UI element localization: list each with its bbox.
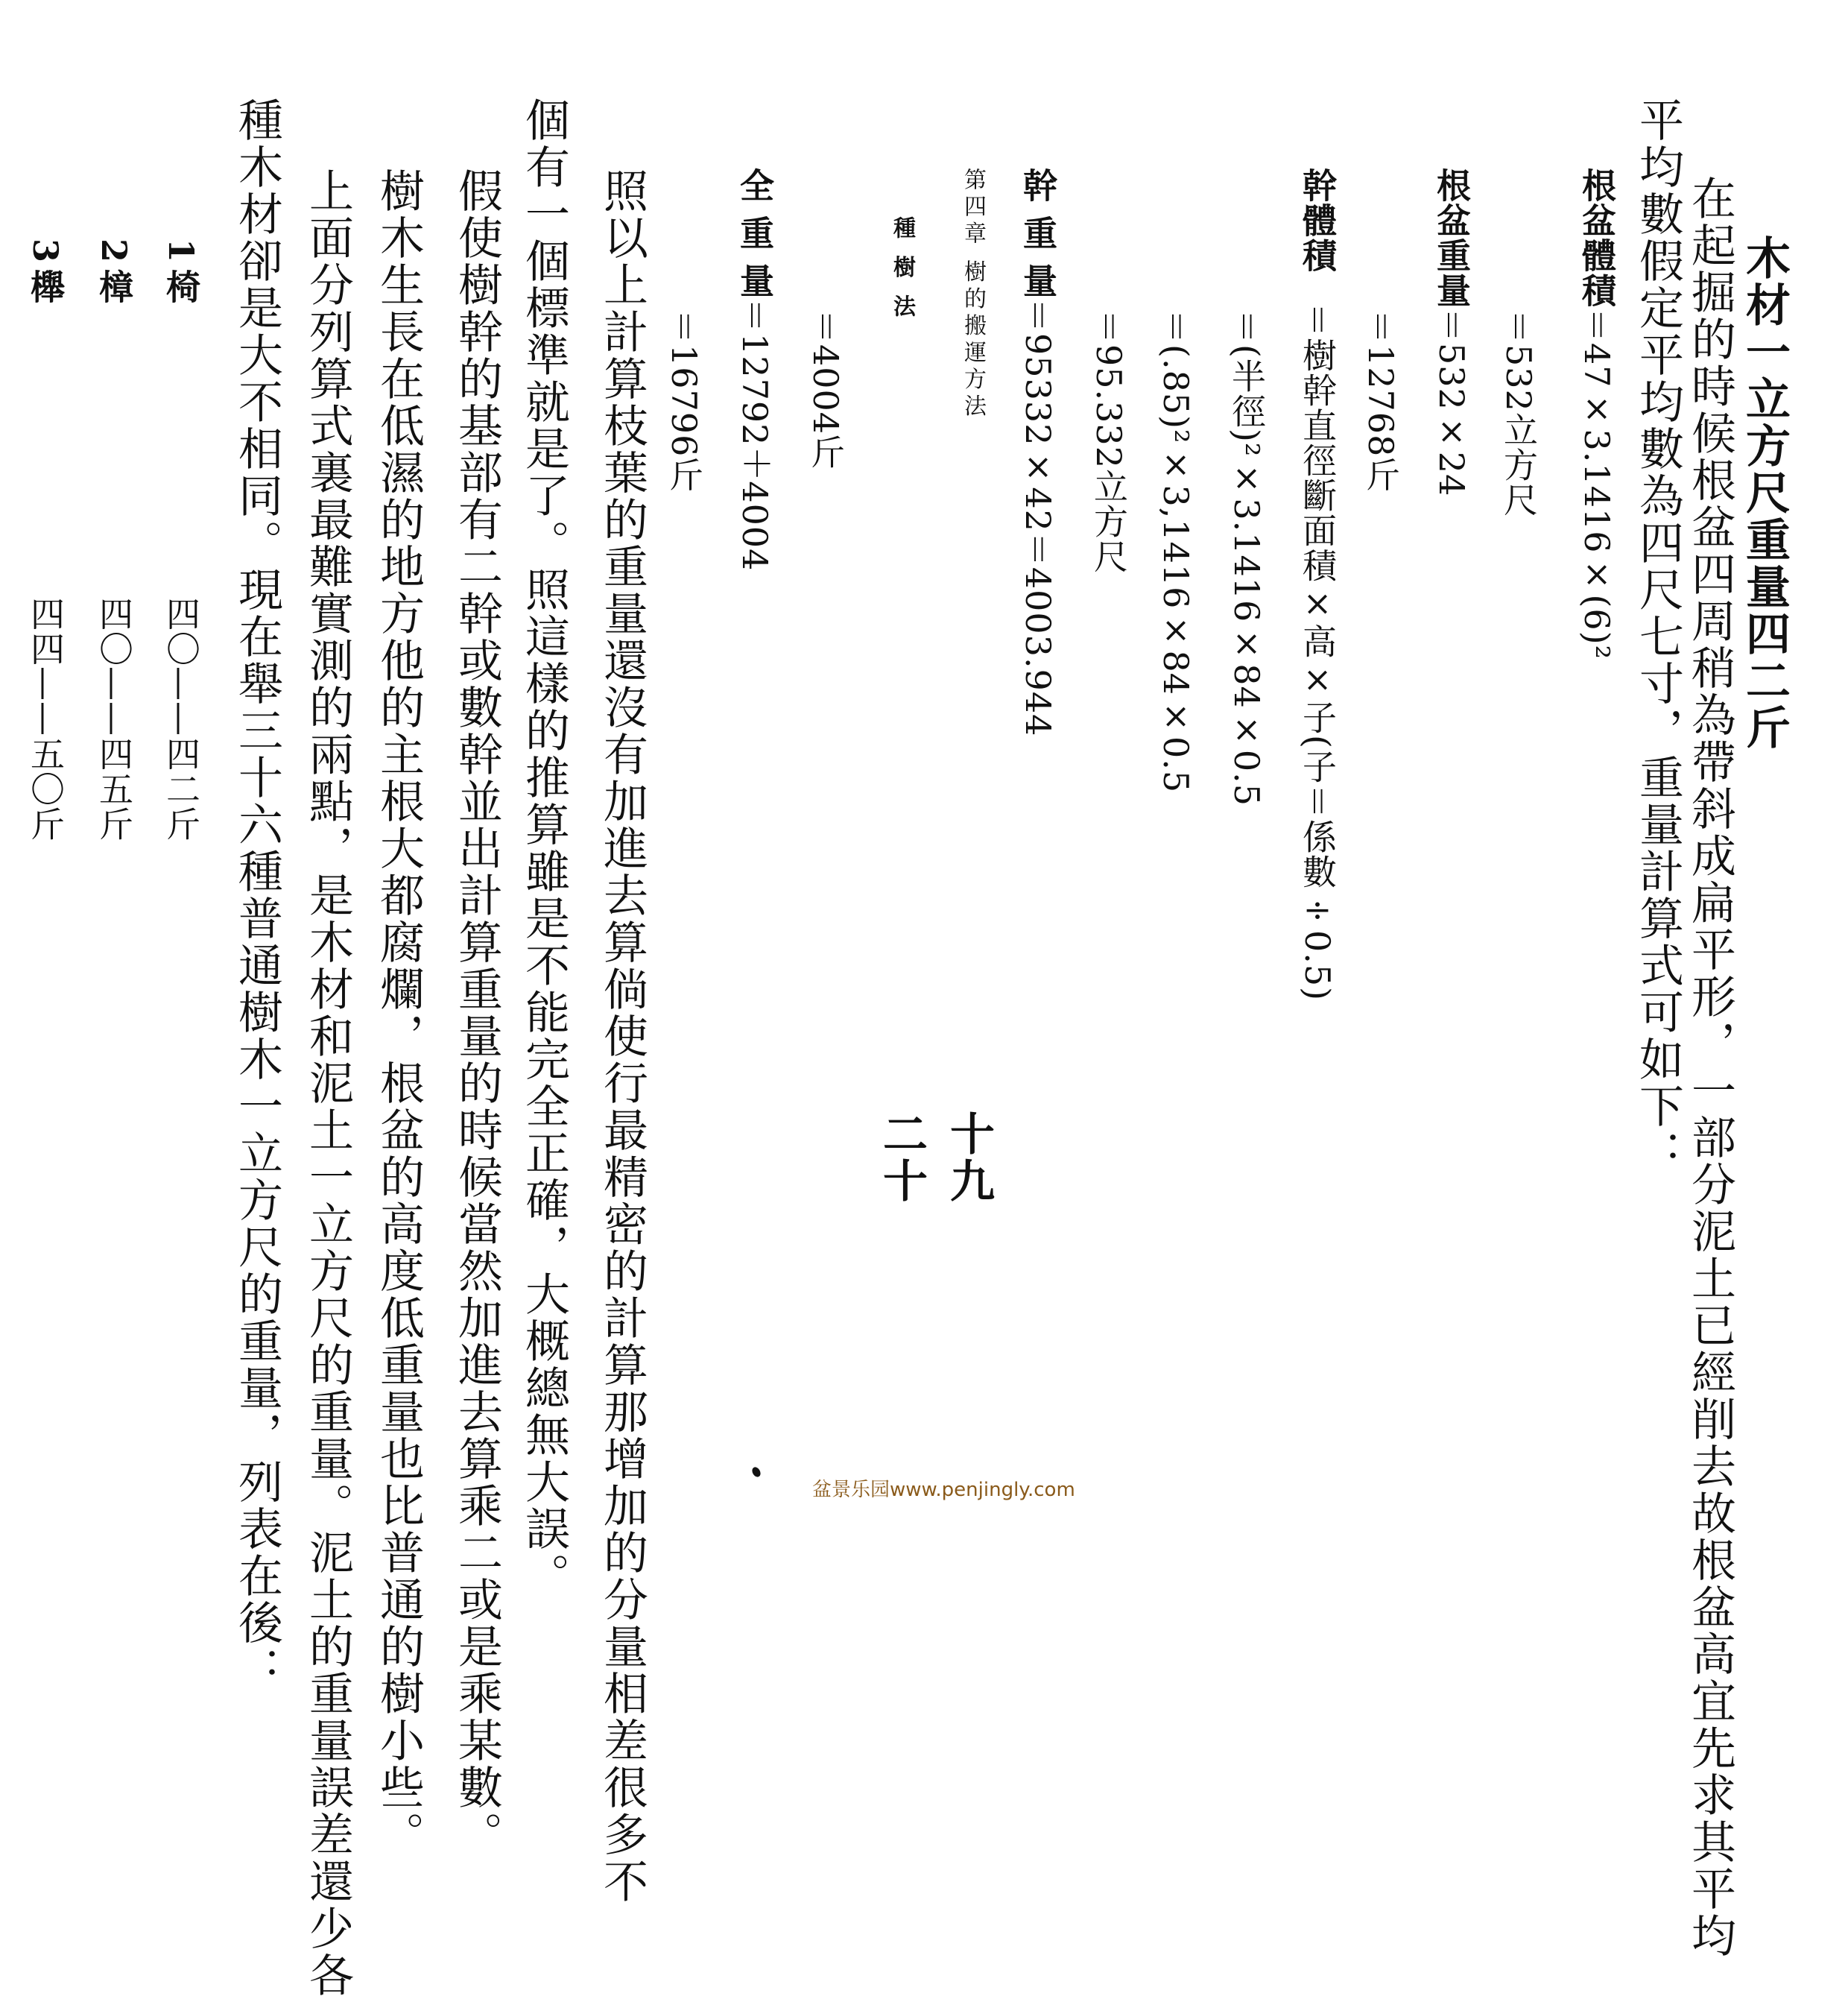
table-row: [94, 239, 134, 305]
formula-line: [1018, 168, 1058, 737]
formula-expression: ＝95332×42＝4003.944: [1018, 298, 1058, 737]
formula-line: [1431, 168, 1472, 497]
table-row-species: 樟: [94, 269, 134, 305]
formula-line: [1577, 168, 1617, 660]
page-number: 十九: [943, 1111, 995, 1204]
formula-label: 根盆體積: [1577, 168, 1617, 308]
table-row-weight: 四〇——四五斤: [94, 596, 134, 841]
formula-expression: ＝47×3.1416×(6)²: [1577, 308, 1617, 660]
text-line: 個有一個標準就是了。照這樣的推算雖是不能完全正確，大概總無大誤。: [518, 97, 570, 1599]
text-line: 樹木生長在低濕的地方他的主根大都腐爛，根盆的高度低重量也比普通的樹小些。: [373, 168, 425, 1858]
page-number: 二十: [876, 1111, 928, 1204]
formula-label: 根盆重量: [1431, 168, 1472, 308]
table-row-number: 1: [161, 239, 201, 264]
table-row-species: 椅: [161, 269, 201, 305]
table-row-weight: 四四——五〇斤: [25, 596, 66, 841]
formula-result: ＝12768斤: [1361, 309, 1401, 493]
table-row: [161, 239, 201, 305]
text-line: 假使樹幹的基部有二幹或數幹並出計算重量的時候當然加進去算乘二或是乘某數。: [451, 168, 503, 1858]
book-title-header: 種 樹 法: [889, 216, 915, 321]
table-row: [25, 239, 66, 305]
table-row-number: 3: [25, 239, 66, 264]
formula-expression: ＝12792＋4004: [735, 298, 775, 572]
text-line: 照以上計算枝葉的重量還沒有加進去算倘使行最精密的計算那增加的分量相差很多不: [596, 168, 648, 1905]
formula-continuation: ＝(.85)²×3,1416×84×0.5: [1156, 309, 1196, 794]
watermark: 盆景乐园www.penjingly.com: [812, 1479, 1075, 1501]
table-row-species: 櫸: [25, 269, 66, 305]
table-row-weight: 四〇——四二斤: [161, 596, 201, 841]
formula-continuation: ＝(半徑)²×3.1416×84×0.5: [1227, 309, 1267, 806]
formula-expression: ＝532×24: [1431, 308, 1472, 497]
formula-label: 幹 重 量: [1018, 168, 1058, 299]
formula-label: 全 重 量: [735, 168, 775, 299]
formula-line: [735, 168, 775, 572]
formula-expression: ＝樹幹直徑斷面積×高×子(子＝係數÷0.5): [1297, 303, 1338, 1002]
text-line: 種木材卻是大不相同。現在舉三十六種普通樹木一立方尺的重量，列表在後：: [231, 97, 283, 1693]
text-line: 上面分列算式裏最難實測的兩點，是木材和泥土一立方尺的重量。泥土的重量誤差還少各: [302, 168, 354, 1999]
formula-result: ＝532立方尺: [1499, 309, 1539, 517]
formula-label: 幹體積: [1297, 168, 1338, 273]
formula-line: [1297, 168, 1338, 1002]
text-line: 平均數假定平均數為四尺七寸，重量計算式可如下：: [1632, 97, 1684, 1177]
table-row-number: 2: [94, 239, 134, 264]
formula-result: ＝4004斤: [806, 309, 846, 470]
formula-result: ＝95.332立方尺: [1089, 309, 1129, 574]
formula-result: ＝16796斤: [664, 309, 704, 493]
line-heading: 木材一立方尺重量四二斤: [1738, 235, 1791, 751]
ink-spot: [750, 1465, 762, 1478]
text-line: 在起掘的時候根盆四周稍為帶斜成扁平形，一部分泥土已經削去故根盆高宜先求其平均: [1684, 175, 1736, 1959]
chapter-header: 第四章 樹的搬運方法: [960, 168, 986, 421]
